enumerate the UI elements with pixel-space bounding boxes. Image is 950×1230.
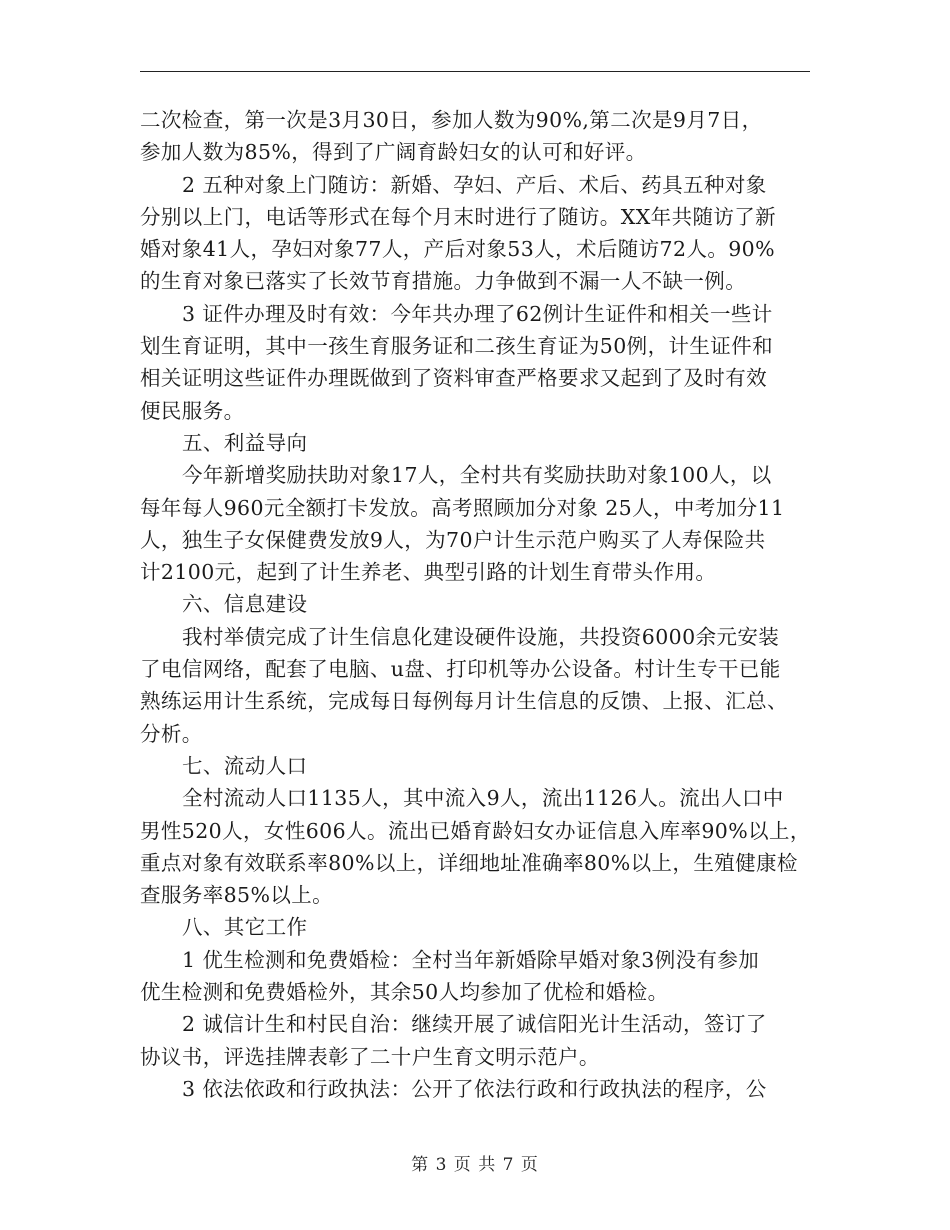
paragraph-first-line: 1 优生检测和免费婚检：全村当年新婚除早婚对象3例没有参加 bbox=[182, 947, 760, 972]
paragraph-line: 分析。 bbox=[140, 721, 203, 746]
paragraph-first-line: 八、其它工作 bbox=[182, 915, 308, 940]
paragraph-line: 便民服务。 bbox=[140, 398, 245, 423]
paragraph-first-line: 七、流动人口 bbox=[182, 753, 308, 778]
paragraph-first-line: 我村举债完成了计生信息化建设硬件设施，共投资6000余元安装 bbox=[182, 624, 780, 649]
paragraph-line: 划生育证明，其中一孩生育服务证和二孩生育证为50例，计生证件和 bbox=[140, 334, 773, 359]
paragraph-line: 计2100元，起到了计生养老、典型引路的计划生育带头作用。 bbox=[140, 560, 717, 585]
paragraph-first-line: 全村流动人口1135人，其中流入9人，流出1126人。流出人口中 bbox=[182, 786, 784, 811]
paragraph-line: 分别以上门，电话等形式在每个月末时进行了随访。XX年共随访了新 bbox=[140, 204, 777, 229]
page-footer: 第 3 页 共 7 页 bbox=[411, 1155, 539, 1175]
paragraph-first-line: 2 五种对象上门随访：新婚、孕妇、产后、术后、药具五种对象 bbox=[182, 172, 767, 197]
paragraph-line: 男性520人，女性606人。流出已婚育龄妇女办证信息入库率90%以上， bbox=[140, 818, 811, 843]
paragraph-line: 了电信网络，配套了电脑、u盘、打印机等办公设备。村计生专干已能 bbox=[140, 657, 781, 682]
paragraph-first-line: 3 证件办理及时有效：今年共办理了62例计生证件和相关一些计 bbox=[182, 301, 773, 326]
paragraph-line: 重点对象有效联系率80%以上，详细地址准确率80%以上，生殖健康检 bbox=[140, 850, 798, 875]
paragraph-first-line: 五、利益导向 bbox=[182, 430, 308, 455]
document-body bbox=[140, 104, 812, 1105]
paragraph-line: 二次检查，第一次是3月30日，参加人数为90%,第二次是9月7日， bbox=[140, 108, 763, 132]
paragraph-line: 相关证明这些证件办理既做到了资料审查严格要求又起到了及时有效 bbox=[140, 366, 767, 391]
paragraph-line: 参加人数为85%，得到了广阔育龄妇女的认可和好评。 bbox=[140, 140, 647, 165]
header-rule bbox=[140, 71, 810, 72]
paragraph-first-line: 2 诚信计生和村民自治：继续开展了诚信阳光计生活动，签订了 bbox=[182, 1012, 767, 1037]
paragraph-first-line: 六、信息建设 bbox=[182, 592, 308, 617]
paragraph-first-line: 今年新增奖励扶助对象17人，全村共有奖励扶助对象100人，以 bbox=[182, 463, 772, 488]
paragraph-line: 熟练运用计生系统，完成每日每例每月计生信息的反馈、上报、汇总、 bbox=[140, 689, 788, 714]
paragraph-line: 优生检测和免费婚检外，其余50人均参加了优检和婚检。 bbox=[140, 980, 669, 1005]
paragraph-first-line: 3 依法依政和行政执法：公开了依法行政和行政执法的程序，公 bbox=[182, 1076, 767, 1101]
paragraph-line: 每年每人960元全额打卡发放。高考照顾加分对象 25人，中考加分11 bbox=[140, 495, 785, 520]
paragraph-line: 查服务率85%以上。 bbox=[140, 883, 334, 908]
paragraph-line: 协议书，评选挂牌表彰了二十户生育文明示范户。 bbox=[140, 1044, 600, 1069]
paragraph-line: 人，独生子女保健费发放9人，为70户计生示范户购买了人寿保险共 bbox=[140, 527, 766, 552]
paragraph-line: 的生育对象已落实了长效节育措施。力争做到不漏一人不缺一例。 bbox=[140, 269, 747, 294]
paragraph-line: 婚对象41人，孕妇对象77人，产后对象53人，术后随访72人。90% bbox=[140, 237, 776, 262]
